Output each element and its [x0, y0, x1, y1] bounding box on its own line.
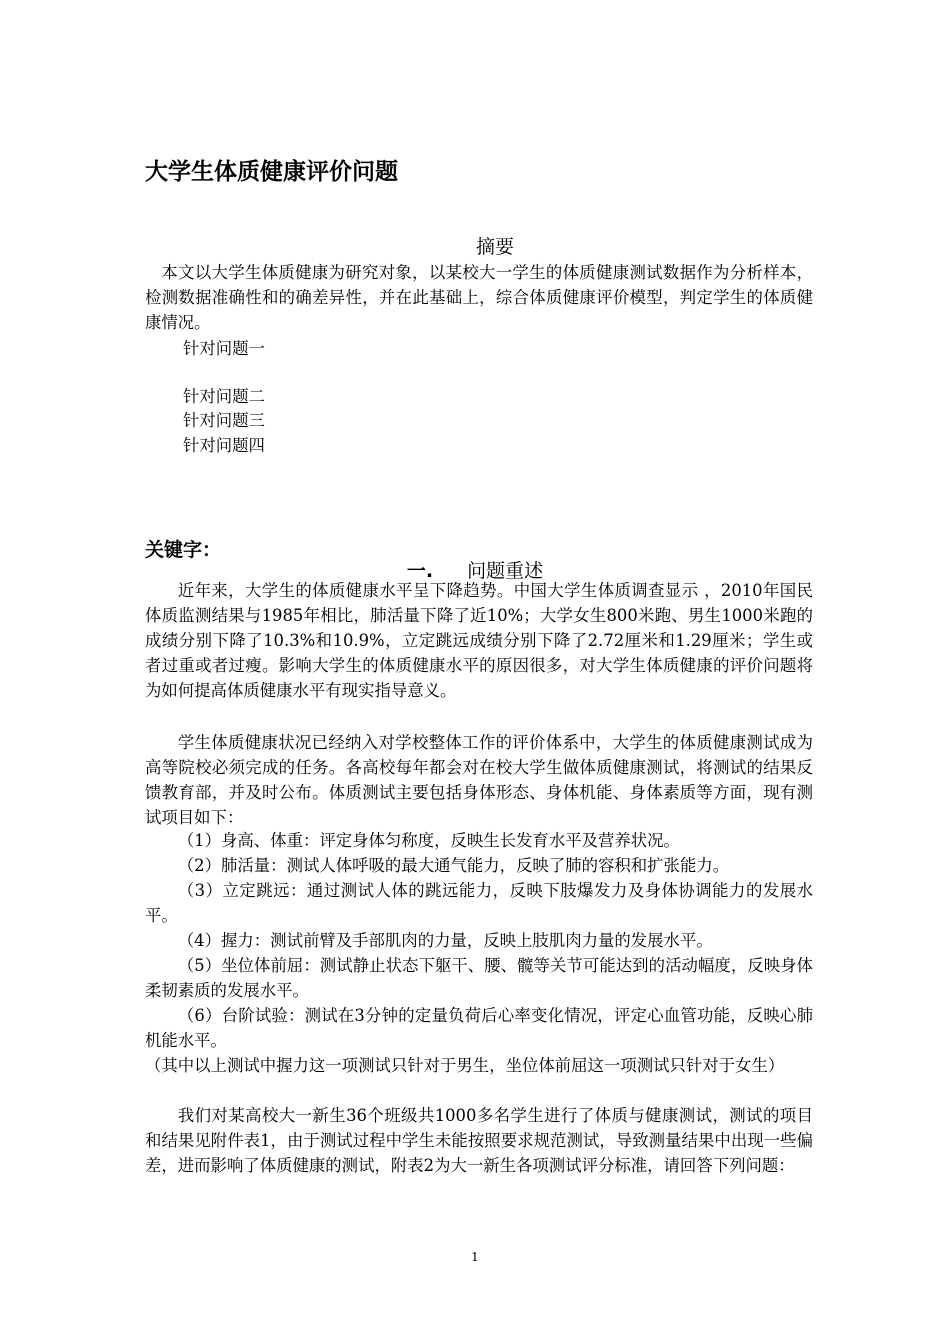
- paragraph-1: 近年来，大学生的体质健康水平呈下降趋势。中国大学生体质调查显示 ，2010年国民体质监测结果与1985年相比，肺活量下降了近10%；大学女生800米跑、男生1000米跑的成绩分别下降了10.3%和10.9%，立定跳远成绩分别下降了2.72厘米和1.29厘米；学生或者过重或者过瘦。影响大学生的体质健康水平的原因很多，对大学生体质健康的评价问题将为如何提高体质健康水平有现实指导意义。: [145, 581, 813, 700]
- abstract-text: 本文以大学生体质健康为研究对象，以某校大一学生的体质健康测试数据作为分析样本，检测数据准确性和的确差异性，并在此基础上，综合体质健康评价模型，判定学生的体质健康情况。: [145, 263, 813, 332]
- section-number: 一.: [406, 560, 434, 582]
- problem-4: 针对问题四: [183, 436, 265, 455]
- item-4: （4）握力：测试前臂及手部肌肉的力量，反映上肢肌肉力量的发展水平。: [177, 931, 713, 950]
- page-number: 1: [471, 1250, 479, 1264]
- item-6: （6）台阶试验：测试在3分钟的定量负荷后心率变化情况，评定心血管功能，反映心肺机能水平。: [145, 1006, 813, 1050]
- problem-3: 针对问题三: [183, 411, 265, 430]
- section-title: 问题重述: [467, 560, 544, 582]
- item-3: （3）立定跳远：通过测试人体的跳远能力，反映下肢爆发力及身体协调能力的发展水平。: [145, 881, 813, 925]
- item-2: （2）肺活量：测试人体呼吸的最大通气能力，反映了肺的容积和扩张能力。: [177, 856, 730, 875]
- item-1: （1）身高、体重：评定身体匀称度，反映生长发育水平及营养状况。: [177, 831, 680, 850]
- problem-2: 针对问题二: [183, 387, 265, 406]
- abstract-heading: 摘要: [475, 236, 514, 258]
- closing-paragraph: 我们对某高校大一新生36个班级共1000多名学生进行了体质与健康测试，测试的项目和结果见附件表1，由于测试过程中学生未能按照要求规范测试，导致测量结果中出现一些偏差，进而影响了体质健康的测试，附表2为大一新生各项测试评分标准，请回答下列问题：: [145, 1106, 813, 1175]
- problem-1: 针对问题一: [183, 339, 265, 358]
- paragraph-2: 学生体质健康状况已经纳入对学校整体工作的评价体系中，大学生的体质健康测试成为高等院校必须完成的任务。各高校每年都会对在校大学生做体质健康测试，将测试的结果反馈教育部，并及时公布。体质测试主要包括身体形态、身体机能、身体素质等方面，现有测试项目如下：: [145, 733, 813, 827]
- document-title: 大学生体质健康评价问题: [145, 159, 398, 185]
- item-5: （5）坐位体前屈：测试静止状态下躯干、腰、髋等关节可能达到的活动幅度，反映身体柔韧素质的发展水平。: [145, 956, 813, 1000]
- test-note: （其中以上测试中握力这一项测试只针对于男生，坐位体前屈这一项测试只针对于女生）: [145, 1056, 785, 1075]
- keywords-label: 关键字：: [145, 539, 222, 561]
